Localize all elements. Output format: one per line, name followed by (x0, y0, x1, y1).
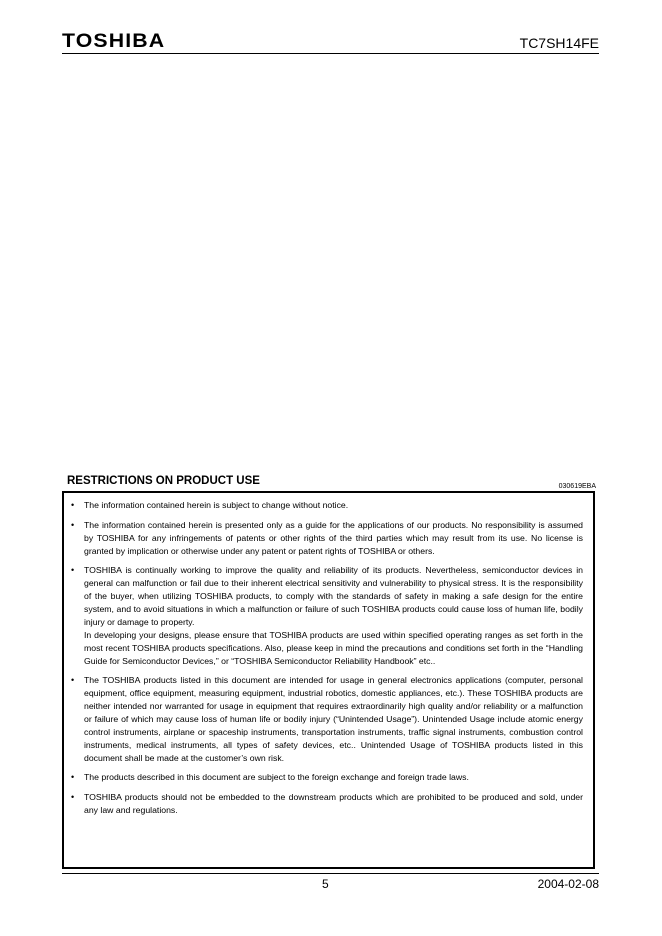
restriction-text: TOSHIBA products should not be embedded to the downstream products which are prohibited to be produced and sold, under any law and regulations. (84, 792, 583, 816)
toshiba-logo: TOSHIBA (62, 31, 166, 52)
bullet-icon: • (71, 565, 75, 576)
page-number: 5 (322, 877, 329, 891)
restriction-item (70, 519, 583, 558)
restriction-item (70, 771, 583, 784)
restriction-text: TOSHIBA is continually working to improve the quality and reliability of its products. Nevertheless, semiconductor devices in general can malfunction or fail due to their inherent electrical sensitivity and vulnerability to physical stress. It is the responsibility of the buyer, when utilizing TOSHIBA products, to comply with the standards of safety in making a safe design for the entire system, and to avoid situations in which a malfunction or failure of such TOSHIBA products could cause loss of human life, bodily injury or damage to property. (84, 565, 583, 627)
restriction-text: The products described in this document are subject to the foreign exchange and foreign trade laws. (84, 772, 469, 783)
bullet-icon: • (71, 500, 75, 510)
restriction-text: The information contained herein is subject to change without notice. (84, 500, 349, 510)
restrictions-list (70, 499, 583, 824)
header-divider (62, 53, 599, 54)
bullet-icon: • (71, 519, 75, 530)
restriction-text: The TOSHIBA products listed in this document are intended for usage in general electronics applications (computer, personal equipment, office equipment, measuring equipment, industrial robotics, domestic appliances, etc.). These TOSHIBA products are neither intended nor warranted for usage in equipment that requires extraordinarily high quality and/or reliability or a malfunction or failure of which may cause loss of human life or bodily injury (“Unintended Usage”). Unintended Usage include atomic energy control instruments, airplane or spaceship instruments, transportation instruments, traffic signal instruments, combustion control instruments, medical instruments, all types of safety devices, etc.. Unintended Usage of TOSHIBA products listed in this document shall be made at the customer’s own risk. (84, 675, 583, 763)
restriction-text: In developing your designs, please ensure that TOSHIBA products are used within specified operating ranges as set forth in the most recent TOSHIBA products specifications. Also, please keep in mind the precautions and conditions set forth in the “Handling Guide for Semiconductor Devices,” or “TOSHIBA Semiconductor Reliability Handbook” etc.. (84, 629, 583, 666)
document-code: 030619EBA (558, 483, 596, 490)
bullet-icon: • (71, 792, 75, 803)
restriction-text: The information contained herein is presented only as a guide for the applications of our products. No responsibility is assumed by TOSHIBA for any infringements of patents or other rights of the third parties which may result from its use. No license is granted by implication or otherwise under any patent or patent rights of TOSHIBA or others. (84, 519, 583, 556)
restriction-item (70, 564, 583, 667)
restrictions-box (62, 491, 595, 869)
bullet-icon: • (71, 772, 75, 783)
restriction-item (70, 499, 583, 512)
restriction-item (70, 674, 583, 764)
bullet-icon: • (71, 675, 75, 686)
part-number: TC7SH14FE (519, 35, 599, 51)
section-title: RESTRICTIONS ON PRODUCT USE (67, 475, 260, 487)
page-date: 2004-02-08 (537, 877, 599, 891)
footer-divider (62, 873, 599, 874)
restriction-item (70, 791, 583, 817)
